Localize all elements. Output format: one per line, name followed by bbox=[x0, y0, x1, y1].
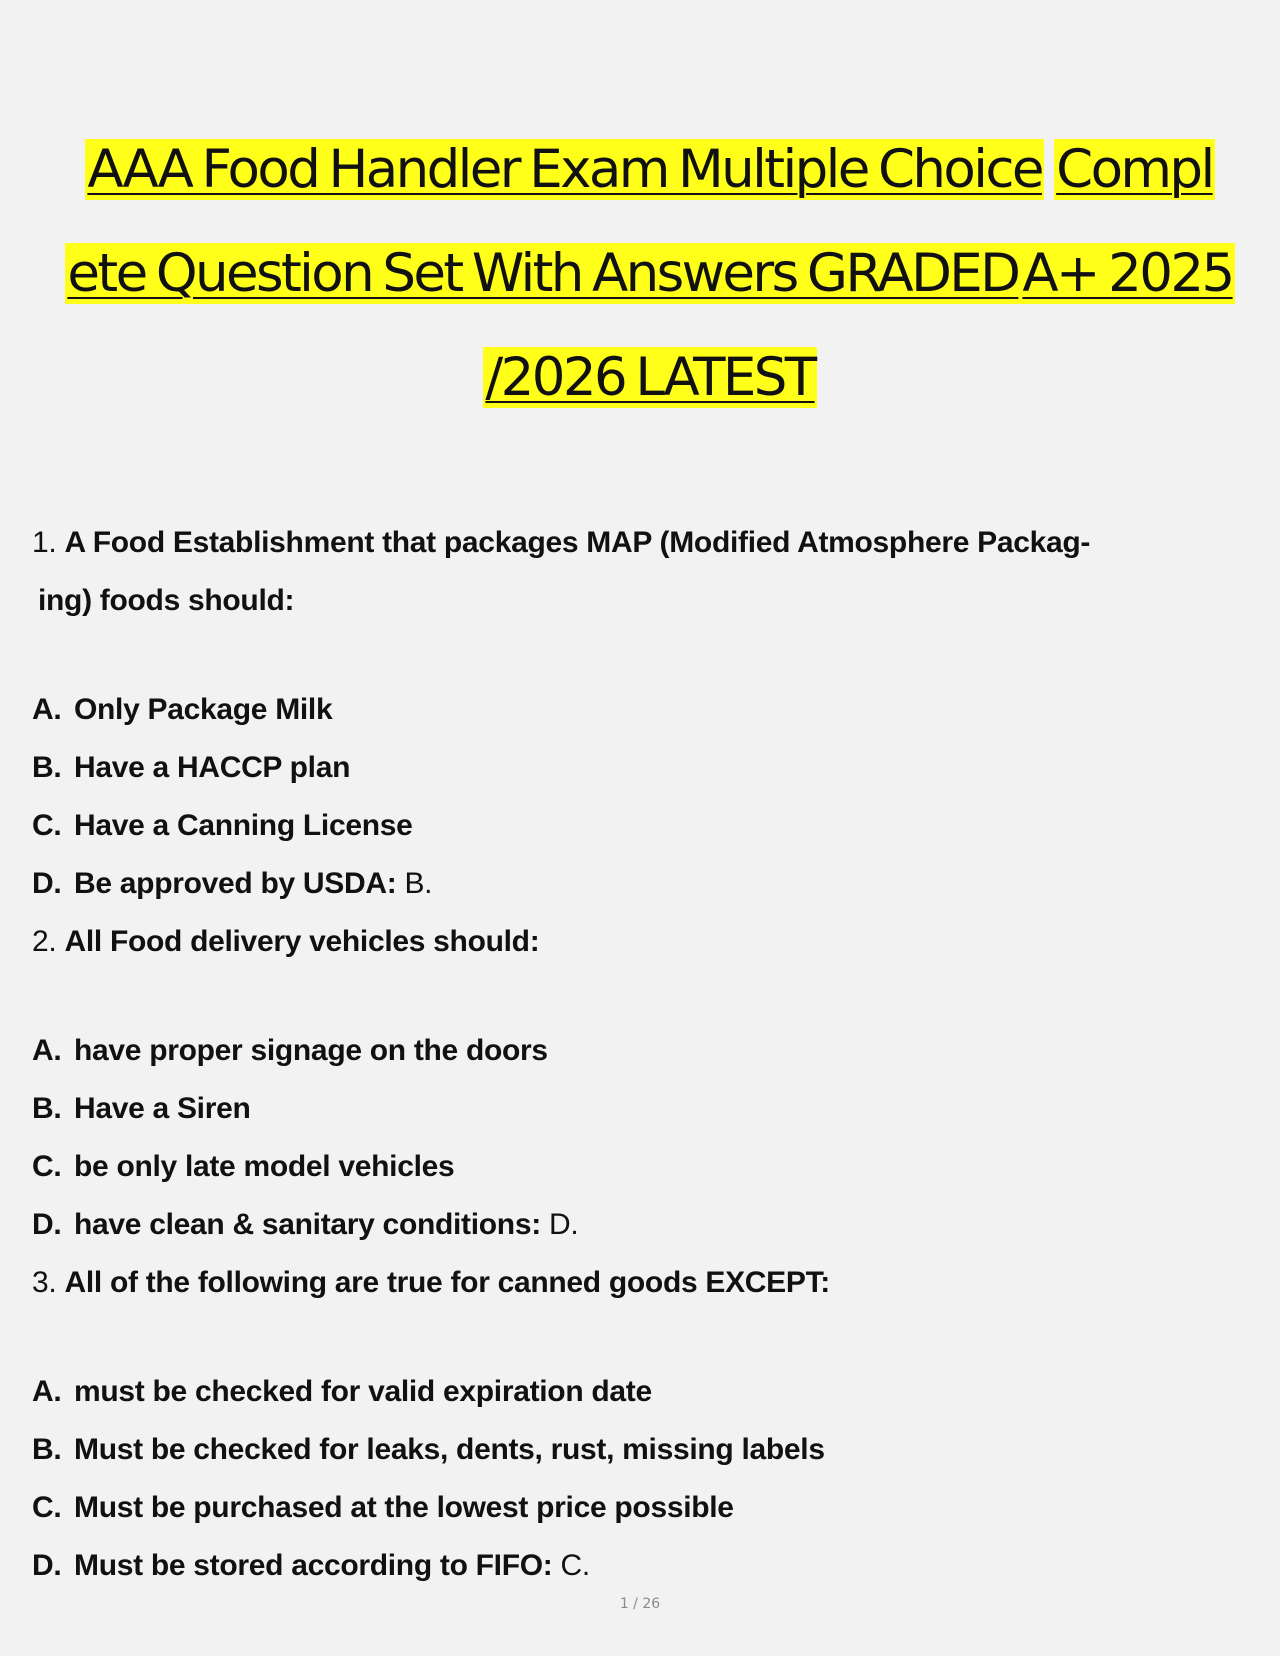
option-text: have proper signage on the doors bbox=[74, 1034, 548, 1067]
option-text: Only Package Milk bbox=[74, 693, 333, 726]
question-text: All of the following are true for canned goods EXCEPT: bbox=[64, 1266, 830, 1299]
option-letter: C. bbox=[32, 809, 62, 842]
option-letter: B. bbox=[32, 1433, 62, 1466]
option-letter: C. bbox=[32, 1491, 62, 1524]
option-letter: A. bbox=[32, 1375, 62, 1408]
answer-option bbox=[32, 1138, 1212, 1196]
question-number: 3. bbox=[32, 1266, 57, 1299]
answer-option bbox=[32, 1479, 1212, 1537]
question-text: A Food Establishment that packages MAP (Modified Atmosphere Packag- bbox=[64, 526, 1091, 559]
question-number: 2. bbox=[32, 925, 57, 958]
option-letter: C. bbox=[32, 1150, 62, 1183]
option-letter: D. bbox=[32, 867, 62, 900]
option-text: Must be checked for leaks, dents, rust, missing labels bbox=[74, 1433, 825, 1466]
question-heading bbox=[32, 1254, 1212, 1312]
title-highlight: ete Question Set With Answers GRADED bbox=[67, 243, 1019, 304]
answer-option bbox=[32, 1537, 1212, 1595]
option-letter: A. bbox=[32, 1034, 62, 1067]
option-text: Have a HACCP plan bbox=[74, 751, 351, 784]
question-list bbox=[32, 514, 1212, 1595]
title-highlight: Compl bbox=[1056, 139, 1213, 200]
spacer bbox=[32, 971, 1212, 1022]
option-letter: A. bbox=[32, 693, 62, 726]
option-letter: B. bbox=[32, 1092, 62, 1125]
spacer bbox=[32, 630, 1212, 681]
title-line-2 bbox=[40, 222, 1260, 326]
option-letter: D. bbox=[32, 1208, 62, 1241]
option-letter: B. bbox=[32, 751, 62, 784]
question-text: All Food delivery vehicles should: bbox=[64, 925, 540, 958]
option-text: Have a Canning License bbox=[74, 809, 413, 842]
title-highlight: A+ 2025 bbox=[1022, 243, 1233, 304]
answer-option bbox=[32, 1022, 1212, 1080]
document-title bbox=[40, 118, 1260, 430]
option-text: Have a Siren bbox=[74, 1092, 251, 1125]
answer-option bbox=[32, 739, 1212, 797]
option-text: Be approved by USDA: bbox=[74, 867, 397, 900]
spacer bbox=[32, 1312, 1212, 1363]
option-text: Must be purchased at the lowest price possible bbox=[74, 1491, 734, 1524]
answer-option bbox=[32, 855, 1212, 913]
answer-option bbox=[32, 1196, 1212, 1254]
option-text: have clean & sanitary conditions: bbox=[74, 1208, 541, 1241]
option-text: be only late model vehicles bbox=[74, 1150, 455, 1183]
correct-answer: D. bbox=[548, 1208, 579, 1241]
answer-option bbox=[32, 1421, 1212, 1479]
question-heading bbox=[32, 514, 1212, 572]
option-text: must be checked for valid expiration date bbox=[74, 1375, 652, 1408]
question-heading bbox=[32, 913, 1212, 971]
title-highlight: /2026 LATEST bbox=[485, 347, 815, 408]
title-line-3 bbox=[40, 326, 1260, 430]
question-text-continued: ing) foods should: bbox=[38, 584, 295, 617]
answer-option bbox=[32, 1363, 1212, 1421]
answer-option bbox=[32, 1080, 1212, 1138]
page-number: 1 / 26 bbox=[619, 1596, 661, 1612]
title-line-1 bbox=[40, 118, 1260, 222]
correct-answer: C. bbox=[560, 1549, 590, 1582]
title-highlight: AAA Food Handler Exam Multiple Choice bbox=[87, 139, 1042, 200]
correct-answer: B. bbox=[404, 867, 433, 900]
answer-option bbox=[32, 797, 1212, 855]
answer-option bbox=[32, 681, 1212, 739]
option-text: Must be stored according to FIFO: bbox=[74, 1549, 553, 1582]
option-letter: D. bbox=[32, 1549, 62, 1582]
question-number: 1. bbox=[32, 526, 57, 559]
